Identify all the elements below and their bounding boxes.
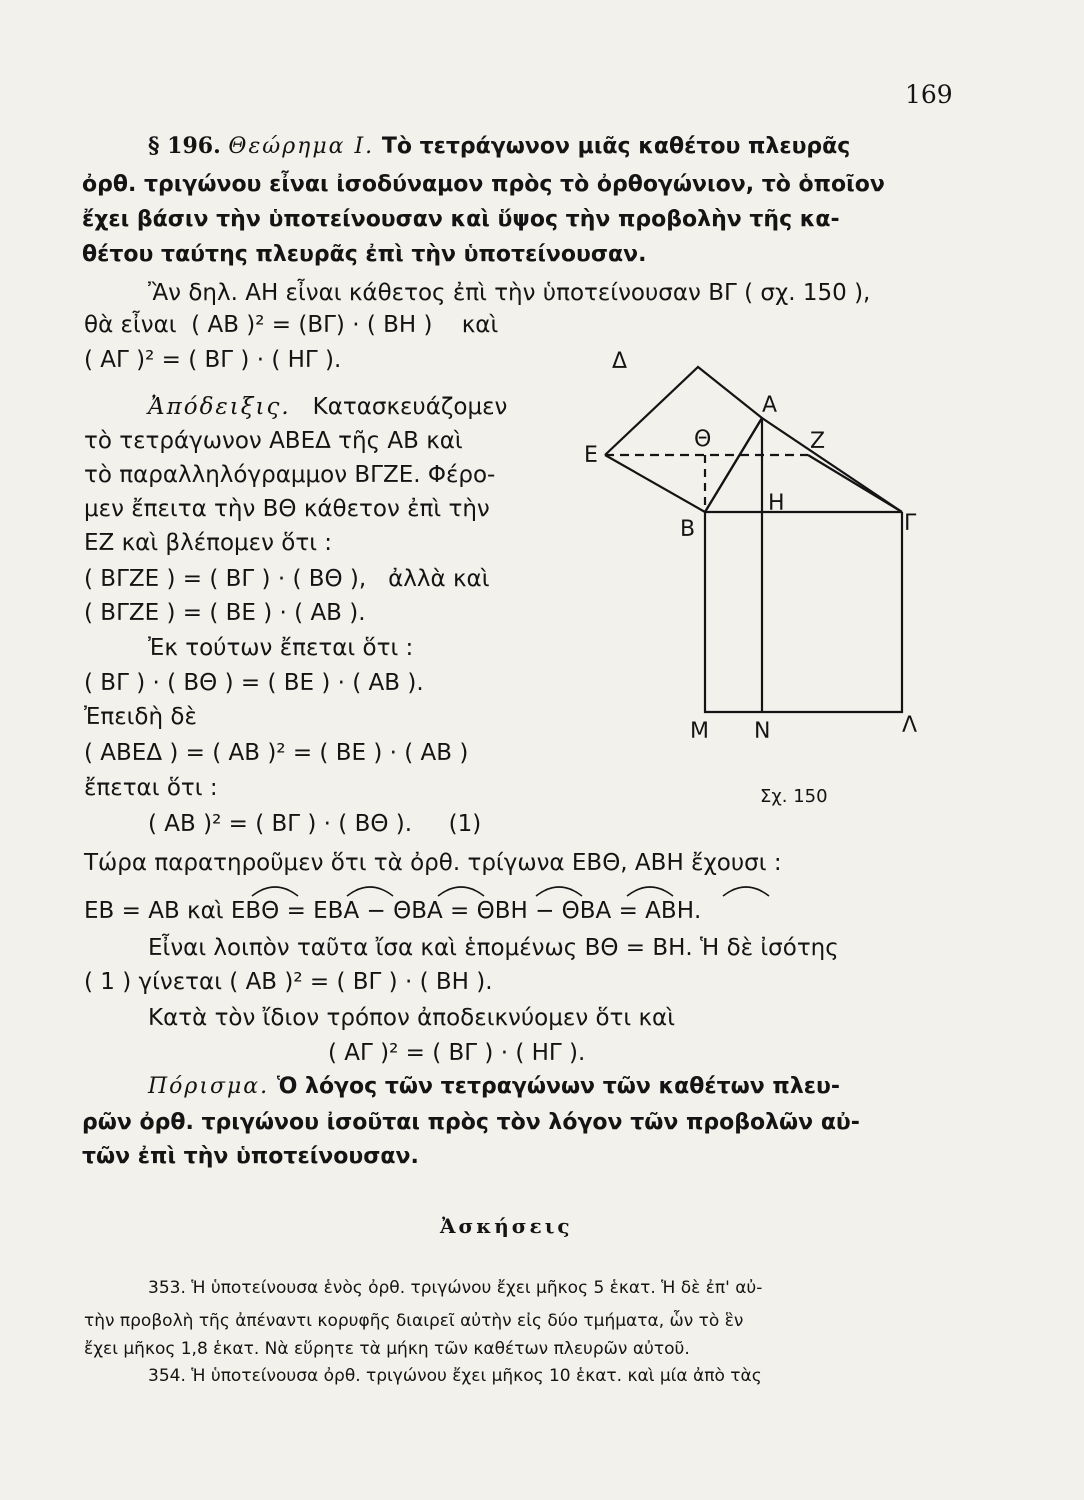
statement-line: Ἂν δηλ. ΑΗ εἶναι κάθετος ἐπὶ τὴν ὑποτείνουσαν ΒΓ ( σχ. 150 ), (148, 280, 871, 306)
proof-line: τὸ παραλληλόγραμμον ΒΓΖΕ. Φέρο- (84, 462, 496, 488)
side-zg (808, 455, 902, 512)
angle-hat (536, 887, 582, 896)
theorem-line: ὀρθ. τριγώνου εἶναι ἰσοδύναμον πρὸς τὸ ὀρθογώνιον, τὸ ὁποῖον (82, 172, 885, 197)
label-e: Ε (584, 443, 598, 468)
page-number: 169 (905, 80, 953, 109)
square-bgml (705, 512, 902, 712)
square-abed (605, 367, 762, 512)
proof-line: ἔπεται ὅτι : (84, 775, 218, 801)
theorem-line: Τὸ τετράγωνον μιᾶς καθέτου πλευρᾶς (381, 134, 851, 159)
statement-line: ( ΑΓ )² = ( ΒΓ ) · ( ΗΓ ). (84, 347, 342, 373)
proof-line: ( ΑΒΕΔ ) = ( ΑΒ )² = ( ΒΕ ) · ( ΑΒ ) (84, 740, 469, 766)
proof-line: ( ΒΓΖΕ ) = ( ΒΓ ) · ( ΒΘ ), ἀλλὰ καὶ (84, 566, 490, 592)
corollary-line: τῶν ἐπὶ τὴν ὑποτείνουσαν. (82, 1144, 419, 1169)
angle-hat (627, 887, 673, 896)
proof-line: ( 1 ) γίνεται ( ΑΒ )² = ( ΒΓ ) · ( ΒΗ ). (84, 969, 493, 995)
proof-line: μεν ἔπειτα τὴν ΒΘ κάθετον ἐπὶ τὴν (84, 496, 490, 522)
label-b: Β (680, 517, 696, 542)
proof-line: Κατὰ τὸν ἴδιον τρόπον ἀποδεικνύομεν ὅτι καὶ (148, 1005, 675, 1031)
corollary-line: Ὁ λόγος τῶν τετραγώνων τῶν καθέτων πλευ- (276, 1074, 840, 1099)
proof-line: ( ΒΓΖΕ ) = ( ΒΕ ) · ( ΑΒ ). (84, 600, 366, 626)
angle-hat (438, 887, 484, 896)
corollary-label: Πόρισμα. (148, 1074, 270, 1099)
statement-line: θὰ εἶναι ( ΑΒ )² = (ΒΓ) · ( ΒΗ ) καὶ (84, 312, 499, 338)
label-h: Η (768, 491, 785, 516)
exercises-heading: Ἀσκήσεις (440, 1214, 573, 1238)
exercise-line: τὴν προβολὴ τῆς ἀπέναντι κορυφῆς διαιρεῖ αὐτὴν εἰς δύο τμήματα, ὧν τὸ ἓν (84, 1311, 744, 1331)
section-number: § 196. (148, 133, 221, 159)
exercise-line: 354. Ἡ ὑποτείνουσα ὀρθ. τριγώνου ἔχει μῆκος 10 ἑκατ. καὶ μία ἀπὸ τὰς (148, 1366, 762, 1386)
exercise-line: ἔχει μῆκος 1,8 ἑκατ. Νὰ εὕρητε τὰ μήκη τῶν καθέτων πλευρῶν αὐτοῦ. (84, 1339, 690, 1359)
figure-150 (570, 340, 940, 820)
label-delta: Δ (612, 349, 628, 374)
theorem-label: Θεώρημα Ι. (228, 134, 375, 159)
proof-line: ( ΑΓ )² = ( ΒΓ ) · ( ΗΓ ). (328, 1040, 586, 1066)
side-ab (705, 418, 762, 512)
side-be (605, 455, 705, 512)
corollary-line: ρῶν ὀρθ. τριγώνου ἰσοῦται πρὸς τὸν λόγον τῶν προβολῶν αὐ- (82, 1110, 860, 1135)
angle-hat (723, 887, 769, 896)
proof-line: Τώρα παρατηροῦμεν ὅτι τὰ ὀρθ. τρίγωνα ΕΒΘ, ΑΒΗ ἔχουσι : (84, 850, 782, 876)
label-gamma: Γ (904, 511, 917, 536)
exercise-line: 353. Ἡ ὑποτείνουσα ἑνὸς ὀρθ. τριγώνου ἔχει μῆκος 5 ἑκατ. Ἡ δὲ ἐπ' αὐ- (148, 1278, 763, 1298)
proof-line: Ἐκ τούτων ἔπεται ὅτι : (148, 635, 414, 661)
angle-equation: ΕΒ = ΑΒ καὶ ΕΒΘ = ΕΒΑ − ΘΒΑ = ΘΒΗ − ΘΒΑ = ΑΒΗ. (84, 898, 702, 924)
label-lambda: Λ (902, 713, 918, 738)
figure-caption: Σχ. 150 (760, 786, 828, 807)
proof-line: ( ΒΓ ) · ( ΒΘ ) = ( ΒΕ ) · ( ΑΒ ). (84, 670, 424, 696)
proof-equation-1: ( ΑΒ )² = ( ΒΓ ) · ( ΒΘ ). (1) (148, 811, 482, 837)
angle-hat (252, 887, 298, 896)
proof-line: ΕΖ καὶ βλέπομεν ὅτι : (84, 530, 333, 556)
label-m: Μ (690, 719, 709, 744)
proof-label: Ἀπόδειξις. (148, 394, 291, 420)
proof-text: Κατασκευάζομεν (312, 394, 508, 420)
label-z: Ζ (810, 429, 826, 454)
proof-line: Εἶναι λοιπὸν ταῦτα ἴσα καὶ ἑπομένως ΒΘ = ΒΗ. Ἡ δὲ ἰσότης (148, 935, 839, 961)
label-theta: Θ (694, 427, 712, 452)
proof-line: τὸ τετράγωνον ΑΒΕΔ τῆς ΑΒ καὶ (84, 428, 463, 454)
corollary-heading (148, 1074, 840, 1099)
theorem-line: θέτου ταύτης πλευρᾶς ἐπὶ τὴν ὑποτείνουσαν. (82, 242, 647, 267)
label-a: Α (762, 393, 778, 418)
theorem-line: ἔχει βάσιν τὴν ὑποτείνουσαν καὶ ὕψος τὴν προβολὴν τῆς κα- (82, 207, 840, 232)
proof-line: Ἐπειδὴ δὲ (84, 704, 197, 730)
angle-hat (347, 887, 393, 896)
label-n: Ν (754, 719, 771, 744)
